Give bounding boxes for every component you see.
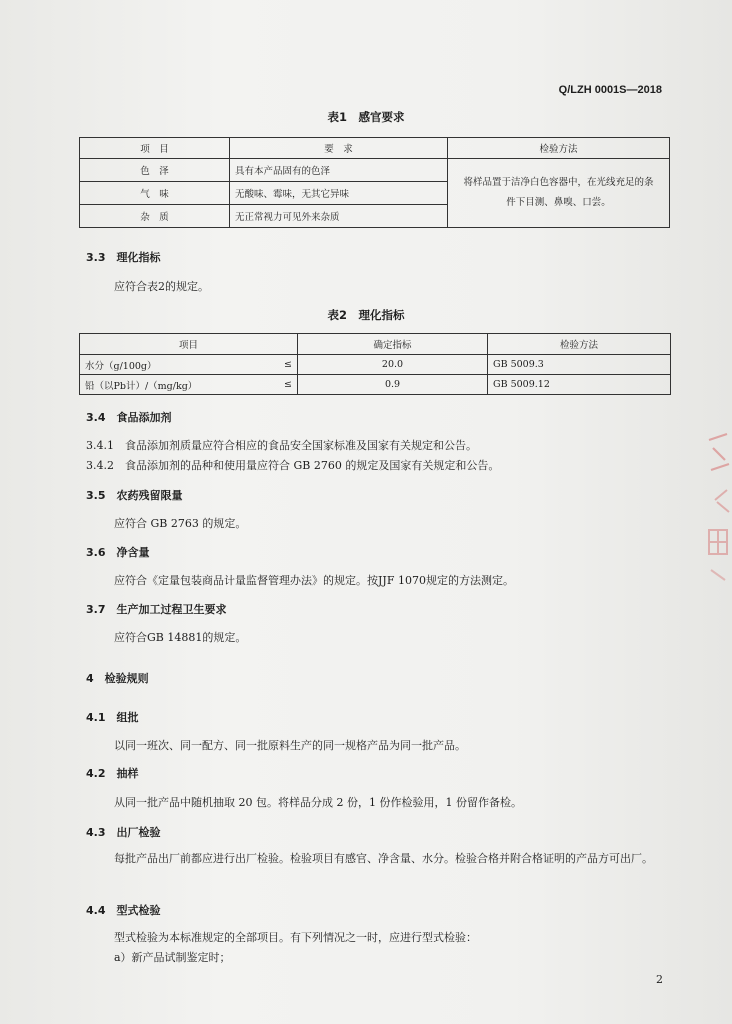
section-4-4-item-a: a）新产品试制鉴定时；: [114, 951, 231, 964]
table-row: [80, 375, 671, 395]
column-header: 检验方法: [488, 334, 671, 355]
seal-stamp-fragment: [705, 430, 732, 597]
requirement-cell: 无正常视力可见外来杂质: [230, 205, 448, 228]
item-cell: 杂 质: [80, 205, 230, 228]
section-4-4-heading: 4.4 型式检验: [86, 904, 161, 917]
seal-stamp-icon: [705, 430, 732, 590]
page-number: 2: [656, 973, 663, 986]
section-3-5-text: 应符合 GB 2763 的规定。: [114, 517, 247, 530]
section-3-4-heading: 3.4 食品添加剂: [86, 411, 172, 424]
column-header: 项目: [80, 334, 298, 355]
section-3-6-heading: 3.6 净含量: [86, 546, 150, 559]
item-cell: 铅（以Pb计）/（mg/kg）: [80, 375, 250, 395]
table-header-row: [80, 138, 670, 159]
section-4-1-text: 以同一班次、同一配方、同一批原料生产的同一规格产品为同一批产品。: [114, 739, 466, 752]
item-cell: 水分（g/100g）: [80, 355, 250, 375]
table1-caption: 表1 感官要求: [327, 110, 405, 124]
column-header: 确定指标: [298, 334, 488, 355]
section-3-4-1-text: 3.4.1 食品添加剂质量应符合相应的食品安全国家标准及国家有关规定和公告。: [86, 439, 477, 452]
column-header: 检验方法: [448, 138, 670, 159]
section-3-7-heading: 3.7 生产加工过程卫生要求: [86, 603, 227, 616]
section-4-3-heading: 4.3 出厂检验: [86, 826, 161, 839]
value-cell: 20.0: [298, 355, 488, 375]
document-code: Q/LZH 0001S—2018: [558, 84, 662, 96]
section-4-heading: 4 检验规则: [86, 672, 149, 685]
column-header: 项 目: [80, 138, 230, 159]
section-3-3-heading: 3.3 理化指标: [86, 251, 161, 264]
section-4-2-text: 从同一批产品中随机抽取 20 包。将样品分成 2 份，1 份作检验用，1 份留作备检。: [114, 796, 522, 809]
sensory-requirements-table: [79, 137, 670, 228]
table-row: [80, 355, 671, 375]
section-4-2-heading: 4.2 抽样: [86, 767, 139, 780]
method-cell: 将样品置于洁净白色容器中，在光线充足的条件下目测、鼻嗅、口尝。: [448, 159, 670, 228]
section-4-1-heading: 4.1 组批: [86, 711, 139, 724]
section-3-3-text: 应符合表2的规定。: [114, 280, 209, 293]
item-cell: 色 泽: [80, 159, 230, 182]
physicochemical-table: [79, 333, 671, 395]
column-header: 要 求: [230, 138, 448, 159]
operator-cell: ≤: [250, 355, 298, 375]
value-cell: 0.9: [298, 375, 488, 395]
item-cell: 气 味: [80, 182, 230, 205]
operator-cell: ≤: [250, 375, 298, 395]
table2-caption: 表2 理化指标: [327, 308, 405, 322]
method-cell: GB 5009.3: [488, 355, 671, 375]
section-3-4-2-text: 3.4.2 食品添加剂的品种和使用量应符合 GB 2760 的规定及国家有关规定和公告。: [86, 459, 500, 472]
section-3-5-heading: 3.5 农药残留限量: [86, 489, 183, 502]
table-header-row: [80, 334, 671, 355]
requirement-cell: 具有本产品固有的色泽: [230, 159, 448, 182]
method-cell: GB 5009.12: [488, 375, 671, 395]
table-row: [80, 159, 670, 182]
section-4-3-text: 每批产品出厂前都应进行出厂检验。检验项目有感官、净含量、水分。检验合格并附合格证明的产品方可出厂。: [114, 852, 653, 865]
section-3-6-text: 应符合《定量包装商品计量监督管理办法》的规定。按JJF 1070规定的方法测定。: [114, 574, 514, 587]
section-4-4-text: 型式检验为本标准规定的全部项目。有下列情况之一时，应进行型式检验：: [114, 931, 477, 944]
requirement-cell: 无酸味、霉味，无其它异味: [230, 182, 448, 205]
section-3-7-text: 应符合GB 14881的规定。: [114, 631, 247, 644]
